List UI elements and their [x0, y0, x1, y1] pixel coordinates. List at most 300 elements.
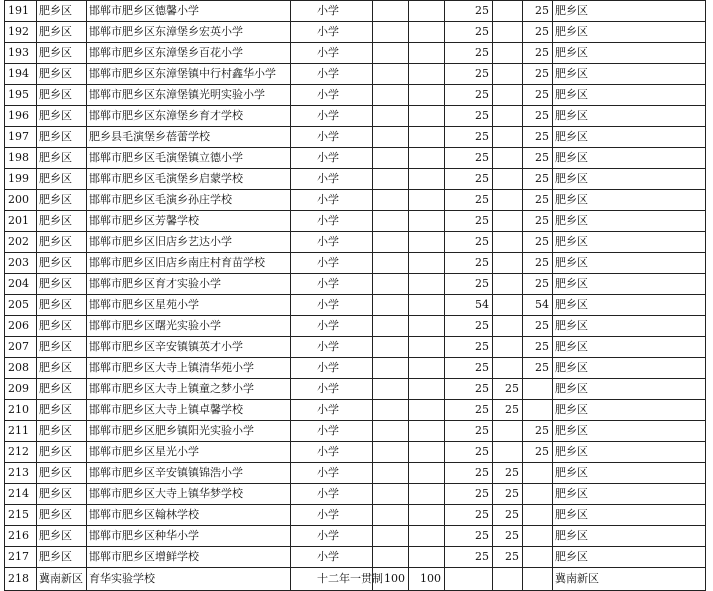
school-name: 邯郸市肥乡区种华小学	[87, 526, 291, 547]
quota-cell-a	[373, 148, 409, 169]
table-row	[5, 442, 706, 463]
quota-cell-a	[373, 484, 409, 505]
row-number: 201	[5, 211, 37, 232]
table-row	[5, 22, 706, 43]
district-cell: 肥乡区	[553, 190, 706, 211]
school-name: 邯郸市肥乡区星光小学	[87, 442, 291, 463]
quota-cell-d	[493, 85, 523, 106]
quota-cell-c: 25	[445, 400, 493, 421]
quota-cell-b	[409, 43, 445, 64]
quota-cell-e: 25	[523, 85, 553, 106]
quota-cell-e	[523, 484, 553, 505]
table-row	[5, 463, 706, 484]
table-row	[5, 169, 706, 190]
school-name: 邯郸市肥乡区大寺上镇卓馨学校	[87, 400, 291, 421]
school-name: 邯郸市肥乡区东漳堡镇中行村鑫华小学	[87, 64, 291, 85]
quota-cell-d	[493, 421, 523, 442]
quota-cell-c: 25	[445, 211, 493, 232]
row-number: 210	[5, 400, 37, 421]
county-cell: 肥乡区	[37, 253, 87, 274]
county-cell: 肥乡区	[37, 274, 87, 295]
district-cell: 肥乡区	[553, 253, 706, 274]
quota-cell-d	[493, 253, 523, 274]
school-type: 小学	[291, 64, 373, 85]
quota-cell-e: 25	[523, 232, 553, 253]
quota-cell-e	[523, 547, 553, 568]
quota-cell-c: 25	[445, 232, 493, 253]
school-type: 小学	[291, 379, 373, 400]
table-row	[5, 421, 706, 442]
quota-cell-d	[493, 127, 523, 148]
quota-cell-e: 25	[523, 169, 553, 190]
school-name: 邯郸市肥乡区东漳堡乡百花小学	[87, 43, 291, 64]
quota-cell-e	[523, 379, 553, 400]
quota-cell-b	[409, 358, 445, 379]
school-type: 小学	[291, 127, 373, 148]
quota-cell-e: 25	[523, 337, 553, 358]
district-cell: 肥乡区	[553, 547, 706, 568]
school-name: 邯郸市肥乡区辛安镇镇锦浩小学	[87, 463, 291, 484]
school-type: 小学	[291, 106, 373, 127]
district-cell: 肥乡区	[553, 106, 706, 127]
school-name: 邯郸市肥乡区翰林学校	[87, 505, 291, 526]
quota-cell-b	[409, 505, 445, 526]
row-number: 218	[5, 568, 37, 591]
district-cell: 肥乡区	[553, 484, 706, 505]
row-number: 205	[5, 295, 37, 316]
quota-cell-a	[373, 295, 409, 316]
district-cell: 肥乡区	[553, 169, 706, 190]
quota-cell-e: 25	[523, 43, 553, 64]
quota-cell-c: 25	[445, 337, 493, 358]
row-number: 206	[5, 316, 37, 337]
school-name: 邯郸市肥乡区芳馨学校	[87, 211, 291, 232]
school-name: 邯郸市肥乡区星苑小学	[87, 295, 291, 316]
school-type: 小学	[291, 421, 373, 442]
district-cell: 肥乡区	[553, 526, 706, 547]
quota-cell-a	[373, 316, 409, 337]
quota-cell-c: 25	[445, 169, 493, 190]
quota-cell-d	[493, 568, 523, 591]
county-cell: 肥乡区	[37, 547, 87, 568]
county-cell: 冀南新区	[37, 568, 87, 591]
quota-cell-d	[493, 43, 523, 64]
table-row	[5, 547, 706, 568]
quota-cell-b	[409, 295, 445, 316]
quota-cell-b	[409, 211, 445, 232]
quota-cell-b	[409, 379, 445, 400]
quota-cell-b	[409, 337, 445, 358]
quota-cell-d	[493, 232, 523, 253]
quota-cell-b	[409, 421, 445, 442]
row-number: 209	[5, 379, 37, 400]
quota-cell-c: 54	[445, 295, 493, 316]
row-number: 193	[5, 43, 37, 64]
quota-cell-d	[493, 358, 523, 379]
quota-cell-b	[409, 526, 445, 547]
quota-cell-e: 25	[523, 316, 553, 337]
quota-cell-e: 25	[523, 106, 553, 127]
row-number: 214	[5, 484, 37, 505]
school-type: 小学	[291, 274, 373, 295]
row-number: 197	[5, 127, 37, 148]
county-cell: 肥乡区	[37, 64, 87, 85]
district-cell: 肥乡区	[553, 232, 706, 253]
quota-cell-c: 25	[445, 358, 493, 379]
quota-cell-c: 25	[445, 190, 493, 211]
quota-cell-e: 25	[523, 127, 553, 148]
table-row	[5, 64, 706, 85]
quota-cell-c: 25	[445, 316, 493, 337]
quota-cell-a	[373, 253, 409, 274]
district-cell: 肥乡区	[553, 421, 706, 442]
school-name: 邯郸市肥乡区育才实验小学	[87, 274, 291, 295]
school-type: 小学	[291, 526, 373, 547]
school-name: 邯郸市肥乡区毛演堡乡启蒙学校	[87, 169, 291, 190]
quota-cell-a: 100	[373, 568, 409, 591]
district-cell: 肥乡区	[553, 274, 706, 295]
table-row	[5, 190, 706, 211]
quota-cell-c: 25	[445, 106, 493, 127]
school-type: 小学	[291, 253, 373, 274]
quota-cell-c: 25	[445, 1, 493, 22]
county-cell: 肥乡区	[37, 505, 87, 526]
table-row	[5, 295, 706, 316]
quota-cell-a	[373, 505, 409, 526]
quota-cell-d	[493, 211, 523, 232]
quota-cell-e: 25	[523, 64, 553, 85]
county-cell: 肥乡区	[37, 400, 87, 421]
table-row	[5, 316, 706, 337]
district-cell: 肥乡区	[553, 127, 706, 148]
row-number: 215	[5, 505, 37, 526]
row-number: 203	[5, 253, 37, 274]
school-type: 小学	[291, 547, 373, 568]
quota-cell-c: 25	[445, 43, 493, 64]
quota-cell-b	[409, 190, 445, 211]
quota-cell-a	[373, 400, 409, 421]
quota-cell-b	[409, 169, 445, 190]
table-row	[5, 526, 706, 547]
quota-cell-e	[523, 505, 553, 526]
quota-cell-c: 25	[445, 547, 493, 568]
school-type: 小学	[291, 505, 373, 526]
row-number: 199	[5, 169, 37, 190]
school-name: 邯郸市肥乡区毛演乡孙庄学校	[87, 190, 291, 211]
county-cell: 肥乡区	[37, 421, 87, 442]
county-cell: 肥乡区	[37, 484, 87, 505]
county-cell: 肥乡区	[37, 190, 87, 211]
quota-cell-e: 25	[523, 22, 553, 43]
quota-cell-a	[373, 85, 409, 106]
row-number: 192	[5, 22, 37, 43]
quota-cell-c: 25	[445, 421, 493, 442]
school-name: 邯郸市肥乡区大寺上镇华梦学校	[87, 484, 291, 505]
quota-cell-e: 25	[523, 274, 553, 295]
table-row	[5, 85, 706, 106]
table-row	[5, 1, 706, 22]
county-cell: 肥乡区	[37, 295, 87, 316]
quota-cell-a	[373, 442, 409, 463]
quota-cell-c: 25	[445, 484, 493, 505]
quota-cell-b	[409, 547, 445, 568]
quota-cell-a	[373, 1, 409, 22]
district-cell: 冀南新区	[553, 568, 706, 591]
school-name: 邯郸市肥乡区增鲜学校	[87, 547, 291, 568]
quota-cell-e: 25	[523, 253, 553, 274]
county-cell: 肥乡区	[37, 442, 87, 463]
district-cell: 肥乡区	[553, 505, 706, 526]
quota-cell-c: 25	[445, 148, 493, 169]
district-cell: 肥乡区	[553, 463, 706, 484]
county-cell: 肥乡区	[37, 316, 87, 337]
quota-cell-b	[409, 232, 445, 253]
quota-cell-a	[373, 421, 409, 442]
school-name: 邯郸市肥乡区曙光实验小学	[87, 316, 291, 337]
school-name: 肥乡县毛演堡乡蓓蕾学校	[87, 127, 291, 148]
quota-cell-a	[373, 127, 409, 148]
table-row	[5, 127, 706, 148]
district-cell: 肥乡区	[553, 358, 706, 379]
table-row	[5, 253, 706, 274]
district-cell: 肥乡区	[553, 85, 706, 106]
quota-cell-c: 25	[445, 379, 493, 400]
quota-cell-a	[373, 274, 409, 295]
table-row	[5, 358, 706, 379]
school-type: 小学	[291, 295, 373, 316]
quota-cell-d: 25	[493, 526, 523, 547]
table-row	[5, 568, 706, 591]
quota-cell-e: 25	[523, 148, 553, 169]
school-type: 小学	[291, 169, 373, 190]
quota-cell-e: 25	[523, 211, 553, 232]
table-row	[5, 232, 706, 253]
county-cell: 肥乡区	[37, 106, 87, 127]
table-row	[5, 379, 706, 400]
county-cell: 肥乡区	[37, 379, 87, 400]
row-number: 195	[5, 85, 37, 106]
school-type: 小学	[291, 85, 373, 106]
quota-cell-d	[493, 295, 523, 316]
quota-cell-a	[373, 379, 409, 400]
county-cell: 肥乡区	[37, 148, 87, 169]
quota-cell-b	[409, 484, 445, 505]
school-name: 邯郸市肥乡区旧店乡艺达小学	[87, 232, 291, 253]
quota-cell-c: 25	[445, 505, 493, 526]
quota-cell-a	[373, 547, 409, 568]
quota-cell-d	[493, 22, 523, 43]
table-row	[5, 484, 706, 505]
row-number: 208	[5, 358, 37, 379]
county-cell: 肥乡区	[37, 22, 87, 43]
quota-cell-b	[409, 400, 445, 421]
school-type: 十二年一贯制	[291, 568, 373, 591]
table-row	[5, 211, 706, 232]
quota-cell-a	[373, 43, 409, 64]
quota-cell-d	[493, 337, 523, 358]
quota-cell-a	[373, 22, 409, 43]
quota-cell-d	[493, 316, 523, 337]
row-number: 194	[5, 64, 37, 85]
quota-cell-d	[493, 1, 523, 22]
school-type: 小学	[291, 1, 373, 22]
county-cell: 肥乡区	[37, 337, 87, 358]
school-name: 邯郸市肥乡区大寺上镇童之梦小学	[87, 379, 291, 400]
quota-cell-d	[493, 274, 523, 295]
quota-cell-e: 25	[523, 421, 553, 442]
school-type: 小学	[291, 190, 373, 211]
quota-cell-d	[493, 442, 523, 463]
quota-cell-c: 25	[445, 85, 493, 106]
school-name: 邯郸市肥乡区大寺上镇清华苑小学	[87, 358, 291, 379]
quota-cell-c	[445, 568, 493, 591]
quota-cell-e	[523, 568, 553, 591]
quota-cell-a	[373, 64, 409, 85]
quota-cell-e	[523, 400, 553, 421]
enrollment-table	[4, 0, 706, 591]
row-number: 211	[5, 421, 37, 442]
quota-cell-d	[493, 148, 523, 169]
row-number: 198	[5, 148, 37, 169]
quota-cell-e: 25	[523, 358, 553, 379]
quota-cell-b	[409, 85, 445, 106]
school-type: 小学	[291, 463, 373, 484]
quota-cell-b	[409, 1, 445, 22]
quota-cell-a	[373, 337, 409, 358]
quota-cell-d: 25	[493, 463, 523, 484]
quota-cell-d: 25	[493, 484, 523, 505]
school-name: 邯郸市肥乡区辛安镇镇英才小学	[87, 337, 291, 358]
quota-cell-b	[409, 22, 445, 43]
quota-cell-b	[409, 442, 445, 463]
row-number: 212	[5, 442, 37, 463]
quota-cell-a	[373, 211, 409, 232]
quota-cell-d: 25	[493, 379, 523, 400]
school-type: 小学	[291, 358, 373, 379]
quota-cell-c: 25	[445, 526, 493, 547]
quota-cell-a	[373, 190, 409, 211]
district-cell: 肥乡区	[553, 148, 706, 169]
county-cell: 肥乡区	[37, 169, 87, 190]
county-cell: 肥乡区	[37, 358, 87, 379]
quota-cell-a	[373, 232, 409, 253]
district-cell: 肥乡区	[553, 43, 706, 64]
school-name: 邯郸市肥乡区东漳堡乡育才学校	[87, 106, 291, 127]
school-type: 小学	[291, 43, 373, 64]
quota-cell-e: 25	[523, 1, 553, 22]
school-name: 邯郸市肥乡区东漳堡乡宏英小学	[87, 22, 291, 43]
quota-cell-a	[373, 106, 409, 127]
quota-cell-b	[409, 106, 445, 127]
quota-cell-c: 25	[445, 127, 493, 148]
quota-cell-a	[373, 169, 409, 190]
table-row	[5, 148, 706, 169]
quota-cell-c: 25	[445, 274, 493, 295]
table-row	[5, 400, 706, 421]
school-name: 邯郸市肥乡区毛演堡镇立德小学	[87, 148, 291, 169]
row-number: 216	[5, 526, 37, 547]
county-cell: 肥乡区	[37, 211, 87, 232]
county-cell: 肥乡区	[37, 127, 87, 148]
district-cell: 肥乡区	[553, 295, 706, 316]
county-cell: 肥乡区	[37, 1, 87, 22]
school-name: 邯郸市肥乡区肥乡镇阳光实验小学	[87, 421, 291, 442]
quota-cell-e: 54	[523, 295, 553, 316]
school-name: 邯郸市肥乡区旧店乡南庄村育苗学校	[87, 253, 291, 274]
row-number: 196	[5, 106, 37, 127]
district-cell: 肥乡区	[553, 379, 706, 400]
row-number: 213	[5, 463, 37, 484]
quota-cell-e: 25	[523, 190, 553, 211]
quota-cell-b	[409, 64, 445, 85]
table-body	[5, 1, 706, 591]
quota-cell-d	[493, 64, 523, 85]
district-cell: 肥乡区	[553, 211, 706, 232]
district-cell: 肥乡区	[553, 400, 706, 421]
county-cell: 肥乡区	[37, 85, 87, 106]
quota-cell-b: 100	[409, 568, 445, 591]
school-type: 小学	[291, 400, 373, 421]
row-number: 191	[5, 1, 37, 22]
district-cell: 肥乡区	[553, 337, 706, 358]
school-name: 邯郸市肥乡区德馨小学	[87, 1, 291, 22]
county-cell: 肥乡区	[37, 43, 87, 64]
quota-cell-b	[409, 463, 445, 484]
county-cell: 肥乡区	[37, 526, 87, 547]
quota-cell-c: 25	[445, 442, 493, 463]
county-cell: 肥乡区	[37, 463, 87, 484]
district-cell: 肥乡区	[553, 64, 706, 85]
table-row	[5, 505, 706, 526]
school-type: 小学	[291, 442, 373, 463]
quota-cell-b	[409, 253, 445, 274]
quota-cell-d	[493, 169, 523, 190]
quota-cell-d	[493, 106, 523, 127]
district-cell: 肥乡区	[553, 22, 706, 43]
quota-cell-a	[373, 526, 409, 547]
quota-cell-c: 25	[445, 463, 493, 484]
table-row	[5, 337, 706, 358]
quota-cell-d: 25	[493, 505, 523, 526]
district-cell: 肥乡区	[553, 316, 706, 337]
row-number: 200	[5, 190, 37, 211]
school-type: 小学	[291, 211, 373, 232]
table-row	[5, 43, 706, 64]
district-cell: 肥乡区	[553, 1, 706, 22]
quota-cell-a	[373, 463, 409, 484]
quota-cell-d: 25	[493, 400, 523, 421]
district-cell: 肥乡区	[553, 442, 706, 463]
quota-cell-a	[373, 358, 409, 379]
quota-cell-d: 25	[493, 547, 523, 568]
quota-cell-b	[409, 127, 445, 148]
table-row	[5, 106, 706, 127]
quota-cell-e	[523, 463, 553, 484]
quota-cell-d	[493, 190, 523, 211]
quota-cell-c: 25	[445, 253, 493, 274]
school-type: 小学	[291, 316, 373, 337]
quota-cell-c: 25	[445, 22, 493, 43]
table-row	[5, 274, 706, 295]
school-type: 小学	[291, 232, 373, 253]
school-type: 小学	[291, 148, 373, 169]
school-type: 小学	[291, 484, 373, 505]
quota-cell-c: 25	[445, 64, 493, 85]
quota-cell-e: 25	[523, 442, 553, 463]
school-name: 邯郸市肥乡区东漳堡镇光明实验小学	[87, 85, 291, 106]
quota-cell-e	[523, 526, 553, 547]
quota-cell-b	[409, 274, 445, 295]
